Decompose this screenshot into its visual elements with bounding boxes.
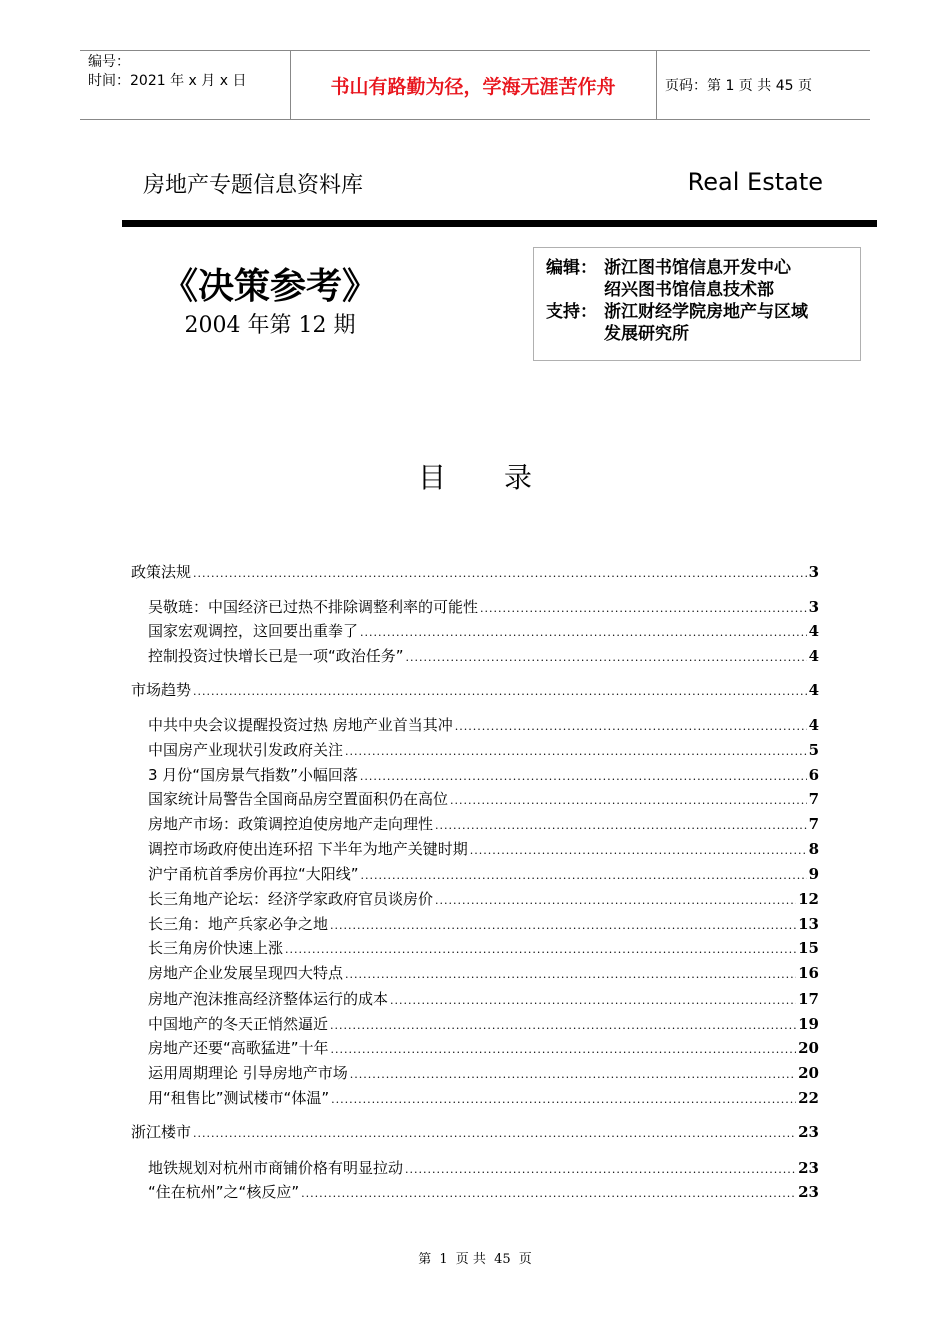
toc-leader-dots xyxy=(360,770,807,783)
toc-entry-page: 7 xyxy=(808,815,819,833)
toc-entry[interactable] xyxy=(148,988,819,1008)
toc-entry-title: 运用周期理论 引导房地产市场 xyxy=(148,1064,348,1082)
toc-leader-dots xyxy=(193,685,807,698)
toc-entry[interactable] xyxy=(148,937,819,957)
toc-entry-page: 23 xyxy=(798,1159,819,1177)
toc-entry-page: 20 xyxy=(798,1064,819,1082)
toc-entry[interactable] xyxy=(148,838,819,858)
toc-entry-title: 国家统计局警告全国商品房空置面积仍在高位 xyxy=(148,790,449,808)
toc-entry[interactable] xyxy=(148,1181,819,1201)
toc-leader-dots xyxy=(350,1068,796,1081)
info-box xyxy=(533,247,861,361)
toc-entry[interactable] xyxy=(148,596,819,616)
toc-entry-page: 15 xyxy=(798,939,819,957)
toc-leader-dots xyxy=(331,1043,797,1056)
header-meta xyxy=(88,53,288,91)
toc-entry-title: 政策法规 xyxy=(131,563,192,581)
footer-total: 45 xyxy=(494,1252,511,1267)
toc-entry[interactable] xyxy=(148,764,819,784)
toc-entry-title: 长三角房价快速上涨 xyxy=(148,939,284,957)
toc-entry[interactable] xyxy=(148,714,819,734)
toc-entry-title: “住在杭州”之“核反应” xyxy=(148,1183,300,1201)
toc-leader-dots xyxy=(360,626,807,639)
toc-entry[interactable] xyxy=(148,863,819,883)
toc-entry-title: 房地产泡沫推高经济整体运行的成本 xyxy=(148,990,389,1008)
toc-entry-page: 12 xyxy=(798,890,819,908)
header-motto: 书山有路勤为径，学海无涯苦作舟 xyxy=(330,75,616,98)
toc-entry[interactable] xyxy=(148,813,819,833)
publication-issue: 2004 年第 12 期 xyxy=(184,313,356,338)
toc-entry-title: 控制投资过快增长已是一项“政治任务” xyxy=(148,647,404,665)
toc-entry-title: 浙江楼市 xyxy=(131,1123,192,1141)
toc-entry[interactable] xyxy=(148,1013,819,1033)
footer-page: 1 xyxy=(439,1252,448,1267)
toc-section-entry[interactable] xyxy=(131,679,819,699)
header-page-info: 页码：第 1 页 共 45 页 xyxy=(665,78,812,94)
toc-entry-title: 3 月份“国房景气指数”小幅回落 xyxy=(148,766,358,784)
support-label: 支持： xyxy=(546,302,597,322)
toc-entry-page: 13 xyxy=(798,915,819,933)
toc-leader-dots xyxy=(193,567,807,580)
publication-title: 《决策参考》 xyxy=(161,265,378,307)
toc-leader-dots xyxy=(345,968,796,981)
toc-leader-dots xyxy=(390,994,796,1007)
toc-entry[interactable] xyxy=(148,1037,819,1057)
toc-entry[interactable] xyxy=(148,1087,819,1107)
toc-entry[interactable] xyxy=(148,645,819,665)
toc-entry[interactable] xyxy=(148,913,819,933)
time-label: 时间：2021 年 x 月 x 日 xyxy=(88,73,247,89)
toc-entry[interactable] xyxy=(148,788,819,808)
editor-row xyxy=(546,257,791,279)
toc-leader-dots xyxy=(480,602,807,615)
footer-post: 页 xyxy=(518,1252,532,1267)
toc-leader-dots xyxy=(345,745,807,758)
toc-entry-page: 9 xyxy=(808,865,819,883)
toc-entry-title: 中国地产的冬天正悄然逼近 xyxy=(148,1015,329,1033)
editor-row-2 xyxy=(546,279,774,301)
toc-leader-dots xyxy=(330,919,796,932)
toc-entry[interactable] xyxy=(148,962,819,982)
toc-entry-page: 20 xyxy=(798,1039,819,1057)
toc-section-entry[interactable] xyxy=(131,561,819,581)
toc-entry-page: 17 xyxy=(798,990,819,1008)
editor-value-2: 绍兴图书馆信息技术部 xyxy=(604,280,774,300)
toc-entry[interactable] xyxy=(148,1062,819,1082)
library-english-title: Real Estate xyxy=(687,168,823,196)
toc-leader-dots xyxy=(435,894,796,907)
toc-entry-title: 沪宁甬杭首季房价再拉“大阳线” xyxy=(148,865,359,883)
toc-section-entry[interactable] xyxy=(131,1121,819,1141)
support-row xyxy=(546,301,808,323)
toc-entry-page: 22 xyxy=(798,1089,819,1107)
toc-leader-dots xyxy=(301,1187,796,1200)
code-label: 编号： xyxy=(88,54,130,70)
toc-entry-title: 房地产还要“高歌猛进”十年 xyxy=(148,1039,329,1057)
footer-pre: 第 xyxy=(418,1252,432,1267)
toc-heading xyxy=(418,456,532,496)
library-title: 房地产专题信息资料库 xyxy=(143,173,364,198)
header-table xyxy=(80,50,870,120)
toc-entry-title: 长三角：地产兵家必争之地 xyxy=(148,915,329,933)
toc-entry-title: 市场趋势 xyxy=(131,681,192,699)
toc-entry-page: 5 xyxy=(808,741,819,759)
toc-entry-page: 4 xyxy=(808,622,819,640)
toc-entry-page: 3 xyxy=(808,563,819,581)
toc-entry-title: 国家宏观调控，这回要出重拳了 xyxy=(148,622,359,640)
toc-entry-title: 地铁规划对杭州市商铺价格有明显拉动 xyxy=(148,1159,404,1177)
title-rule xyxy=(122,220,877,227)
toc-entry[interactable] xyxy=(148,739,819,759)
toc-entry-title: 用“租售比”测试楼市“体温” xyxy=(148,1089,330,1107)
support-value-2: 发展研究所 xyxy=(604,324,689,344)
toc-entry-title: 吴敬琏：中国经济已过热不排除调整利率的可能性 xyxy=(148,598,479,616)
editor-label: 编辑： xyxy=(546,258,597,278)
toc-entry-title: 房地产企业发展呈现四大特点 xyxy=(148,964,344,982)
toc-entry[interactable] xyxy=(148,620,819,640)
toc-heading-char-2: 录 xyxy=(504,461,533,494)
toc-entry-page: 4 xyxy=(808,681,819,699)
toc-entry-title: 长三角地产论坛：经济学家政府官员谈房价 xyxy=(148,890,434,908)
toc-entry-title: 中国房产业现状引发政府关注 xyxy=(148,741,344,759)
toc-entry-page: 4 xyxy=(808,716,819,734)
toc-entry-page: 7 xyxy=(808,790,819,808)
toc-leader-dots xyxy=(361,869,807,882)
toc-entry-title: 中共中央会议提醒投资过热 房地产业首当其冲 xyxy=(148,716,453,734)
toc-leader-dots xyxy=(450,794,807,807)
toc-entry-page: 6 xyxy=(808,766,819,784)
toc-leader-dots xyxy=(330,1019,796,1032)
toc-entry-page: 4 xyxy=(808,647,819,665)
toc-entry-page: 8 xyxy=(808,840,819,858)
toc-leader-dots xyxy=(470,844,807,857)
toc-leader-dots xyxy=(405,1163,796,1176)
footer-mid: 页 共 xyxy=(455,1252,486,1267)
toc-entry-page: 19 xyxy=(798,1015,819,1033)
header-divider xyxy=(656,51,657,119)
toc-leader-dots xyxy=(331,1093,796,1106)
page-footer xyxy=(0,1248,950,1267)
toc-leader-dots xyxy=(455,720,807,733)
toc-entry[interactable] xyxy=(148,1157,819,1177)
toc-entry-title: 房地产市场：政策调控迫使房地产走向理性 xyxy=(148,815,434,833)
support-row-2 xyxy=(546,323,689,345)
toc-entry-title: 调控市场政府使出连环招 下半年为地产关键时期 xyxy=(148,840,468,858)
toc-entry-page: 3 xyxy=(808,598,819,616)
toc-entry[interactable] xyxy=(148,888,819,908)
toc-leader-dots xyxy=(406,651,807,664)
toc-entry-page: 23 xyxy=(798,1183,819,1201)
toc-heading-char-1: 目 xyxy=(418,461,447,494)
editor-value: 浙江图书馆信息开发中心 xyxy=(604,258,791,278)
support-value: 浙江财经学院房地产与区域 xyxy=(604,302,808,322)
toc-leader-dots xyxy=(193,1127,796,1140)
toc-leader-dots xyxy=(285,943,796,956)
toc-entry-page: 23 xyxy=(798,1123,819,1141)
toc-entry-page: 16 xyxy=(798,964,819,982)
toc-leader-dots xyxy=(435,819,807,832)
